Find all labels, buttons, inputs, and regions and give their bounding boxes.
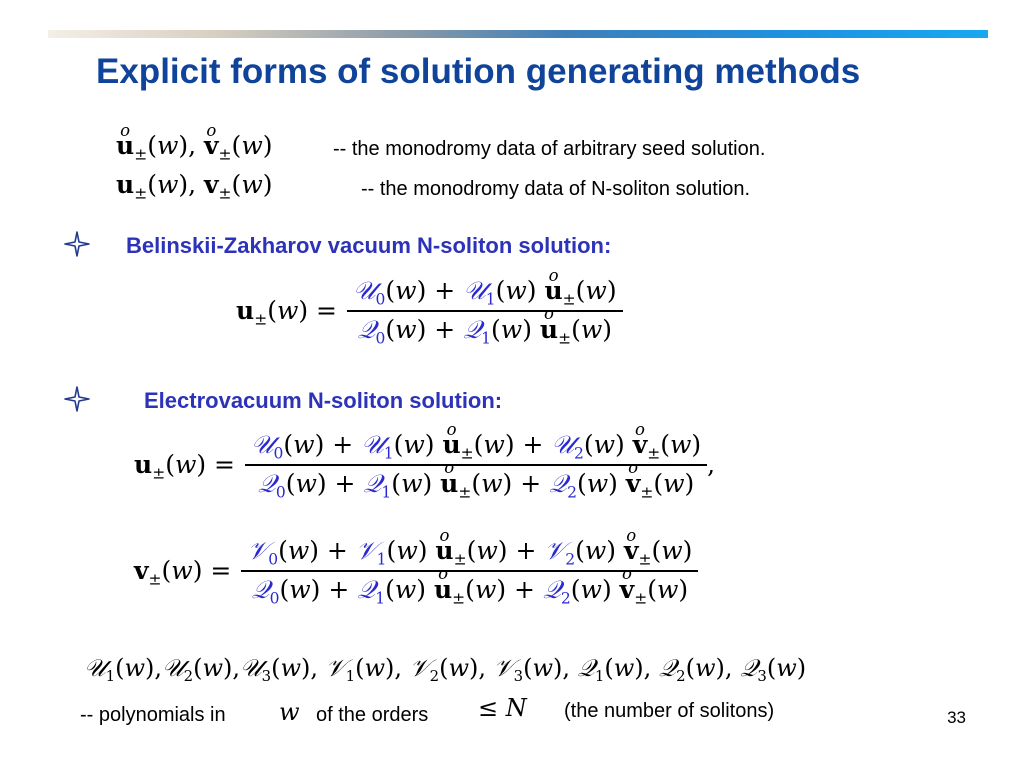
polynomial-variable-w: w: [279, 698, 300, 726]
four-point-star-icon: [64, 386, 90, 412]
slide-title: Explicit forms of solution generating methods: [96, 52, 861, 91]
electrovacuum-u-equation: $u_\pm(w)$ = $\frac{𝒰_0(w) + 𝒰_1(w) o u_\pm(w) + 𝒰_2(w) o v_\pm(w)}{𝒬_0(w) + 𝒬_1(w) o u_\pm(w) + 𝒬_2(w) o v_\pm(w)}$ ,: [134, 430, 715, 499]
seed-monodromy-formula: o $u_\pm(w)$, o $v_\pm(w)$: [116, 131, 272, 160]
polynomials-list: 𝒰$_1$(w),𝒰$_2$(w),𝒰$_3$(w), 𝒱$_1$(w), 𝒱$_2$(w), 𝒱$_3$(w), 𝒬$_1$(w), 𝒬$_2$(w), 𝒬$_3$(w): [84, 654, 807, 686]
section-heading-electrovacuum: Electrovacuum N-soliton solution:: [144, 388, 503, 413]
top-gradient-bar: [48, 30, 988, 38]
solitons-note: (the number of solitons): [564, 700, 775, 722]
nsoliton-monodromy-description: -- the monodromy data of N-soliton solution.: [361, 178, 751, 200]
page-number: 33: [947, 708, 966, 727]
nsoliton-monodromy-formula: $u_\pm(w)$, $v_\pm(w)$: [116, 170, 273, 203]
four-point-star-icon: [64, 231, 90, 257]
section-heading-vacuum: Belinskii-Zakharov vacuum N-soliton solution:: [126, 233, 612, 258]
order-bound-formula: ≤ N: [478, 694, 527, 722]
polynomials-prefix: -- polynomials in: [80, 704, 226, 726]
seed-monodromy-description: -- the monodromy data of arbitrary seed solution.: [333, 138, 766, 160]
polynomials-orders-text: of the orders: [316, 704, 429, 726]
vacuum-nsoliton-equation: $u_\pm(w)$ = $\frac{𝒰_0(w) + 𝒰_1(w) o u_\pm(w)}{𝒬_0(w) + 𝒬_1(w) o u_\pm(w)}$: [236, 276, 623, 345]
electrovacuum-v-equation: $v_\pm(w)$ = $\frac{𝒱_0(w) + 𝒱_1(w) o u_\pm(w) + 𝒱_2(w) o v_\pm(w)}{𝒬_0(w) + 𝒬_1(w) o u_\pm(w) + 𝒬_2(w) o v_\pm(w)}$: [134, 536, 698, 605]
